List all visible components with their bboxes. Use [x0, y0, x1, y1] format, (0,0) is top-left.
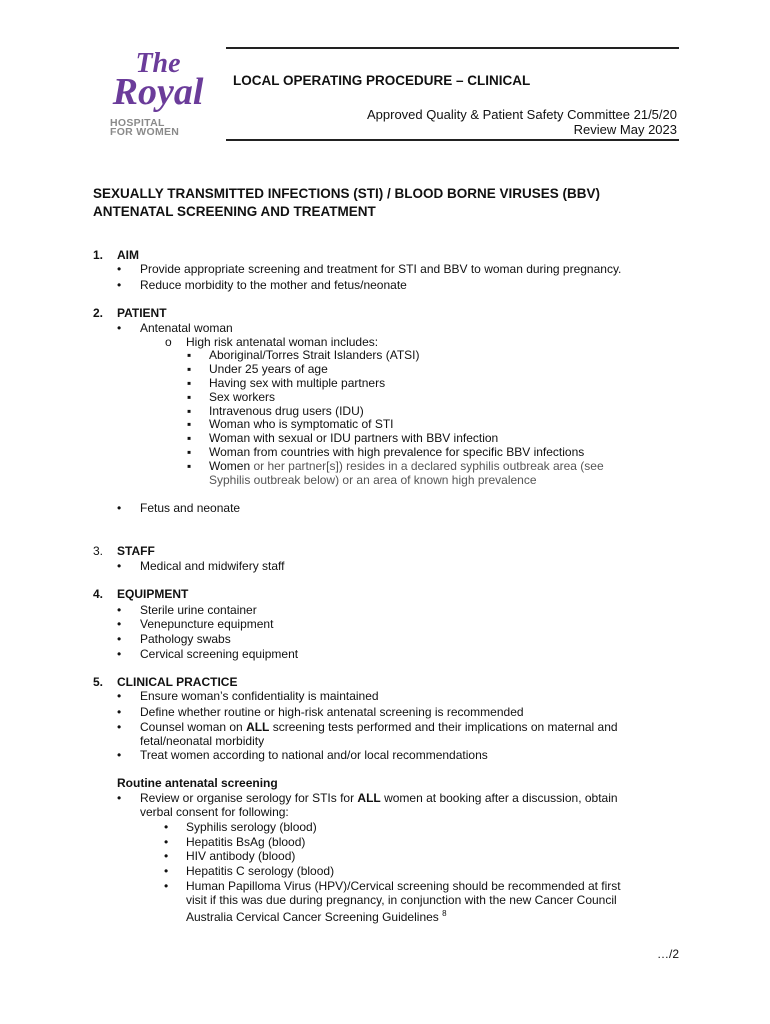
list-item-outbreak-continued: Syphilis outbreak below) or an area of known high prevalence	[209, 473, 537, 487]
list-item: Provide appropriate screening and treatment for STI and BBV to woman during pregnancy.	[140, 262, 622, 276]
bullet-icon: •	[117, 689, 122, 703]
square-bullet-icon: ▪	[187, 348, 192, 362]
square-bullet-icon: ▪	[187, 459, 192, 473]
section-heading-patient: PATIENT	[117, 306, 167, 320]
list-item	[140, 720, 618, 734]
list-item-continued	[186, 907, 447, 924]
list-item: Intravenous drug users (IDU)	[209, 404, 364, 418]
page-continuation: …/2	[656, 947, 679, 961]
section-number: 2.	[93, 306, 104, 320]
square-bullet-icon: ▪	[187, 445, 192, 459]
list-item: Hepatitis C serology (blood)	[186, 864, 335, 878]
list-item: Venepuncture equipment	[140, 617, 274, 631]
outbreak-text-a: Women	[209, 459, 251, 473]
square-bullet-icon: ▪	[187, 376, 192, 390]
section-heading-aim: AIM	[117, 248, 139, 262]
bullet-icon: •	[117, 720, 122, 734]
list-item: Syphilis serology (blood)	[186, 820, 317, 834]
list-item: High risk antenatal woman includes:	[186, 335, 379, 349]
list-item: HIV antibody (blood)	[186, 849, 296, 863]
bullet-icon: •	[164, 849, 169, 863]
routine-intro-all: ALL	[357, 791, 381, 805]
header-approved: Approved Quality & Patient Safety Committee 21/5/20	[366, 107, 677, 122]
list-item: Define whether routine or high-risk antenatal screening is recommended	[140, 705, 524, 719]
logo-royal: Royal	[112, 71, 204, 113]
bullet-icon: •	[117, 647, 122, 661]
bullet-icon: •	[117, 603, 122, 617]
bullet-icon: •	[117, 632, 122, 646]
list-item: Woman from countries with high prevalence for specific BBV infections	[209, 445, 585, 459]
header-top-rule	[226, 47, 679, 49]
subheading-routine-screening: Routine antenatal screening	[117, 776, 278, 790]
list-item-outbreak	[209, 459, 604, 473]
section-number: 3.	[93, 544, 104, 558]
bullet-icon: •	[117, 501, 122, 515]
bullet-icon: •	[117, 705, 122, 719]
routine-intro-c: women at booking after a discussion, obtain	[380, 791, 618, 805]
counsel-text-a: Counsel woman on	[140, 720, 247, 734]
list-item: Having sex with multiple partners	[209, 376, 386, 390]
list-item	[140, 791, 618, 805]
list-item: Hepatitis BsAg (blood)	[186, 835, 306, 849]
list-item: Pathology swabs	[140, 632, 231, 646]
list-item: Ensure woman’s confidentiality is maintained	[140, 689, 379, 703]
section-number: 5.	[93, 675, 104, 689]
section-number: 1.	[93, 248, 104, 262]
list-item: Woman with sexual or IDU partners with BBV infection	[209, 431, 499, 445]
list-item: Under 25 years of age	[209, 362, 328, 376]
section-heading-staff: STAFF	[117, 544, 155, 558]
square-bullet-icon: ▪	[187, 390, 192, 404]
square-bullet-icon: ▪	[187, 417, 192, 431]
doc-title-line1: SEXUALLY TRANSMITTED INFECTIONS (STI) / BLOOD BORNE VIRUSES (BBV)	[93, 186, 601, 201]
counsel-text-c: screening tests performed and their implications on maternal and	[269, 720, 618, 734]
header-review: Review May 2023	[573, 122, 677, 137]
header-title: LOCAL OPERATING PROCEDURE – CLINICAL	[233, 73, 531, 88]
reference-superscript: 8	[442, 909, 447, 918]
bullet-icon: •	[164, 835, 169, 849]
logo-hospital: HOSPITAL	[110, 117, 165, 129]
bullet-icon: •	[117, 559, 122, 573]
bullet-icon: •	[117, 262, 122, 276]
bullet-icon: •	[117, 748, 122, 762]
square-bullet-icon: ▪	[187, 362, 192, 376]
logo-the: The	[135, 48, 181, 79]
section-heading-clinical-practice: CLINICAL PRACTICE	[117, 675, 238, 689]
bullet-icon: •	[117, 278, 122, 292]
routine-intro-a: Review or organise serology for STIs for	[140, 791, 358, 805]
list-item: Sterile urine container	[140, 603, 257, 617]
circle-bullet-icon: o	[165, 335, 172, 349]
counsel-text-all: ALL	[246, 720, 270, 734]
bullet-icon: •	[164, 879, 169, 893]
hpv-text: Australia Cervical Cancer Screening Guidelines	[186, 910, 443, 924]
bullet-icon: •	[117, 791, 122, 805]
bullet-icon: •	[164, 820, 169, 834]
list-item: Woman who is symptomatic of STI	[209, 417, 394, 431]
bullet-icon: •	[164, 864, 169, 878]
list-item: Reduce morbidity to the mother and fetus/neonate	[140, 278, 407, 292]
list-item: Sex workers	[209, 390, 276, 404]
outbreak-text-b: or her partner[s]) resides in a declared syphilis outbreak area (see	[250, 459, 604, 473]
list-item: Aboriginal/Torres Strait Islanders (ATSI)	[209, 348, 420, 362]
square-bullet-icon: ▪	[187, 431, 192, 445]
list-item: Treat women according to national and/or local recommendations	[140, 748, 488, 762]
list-item: Fetus and neonate	[140, 501, 241, 515]
bullet-icon: •	[117, 321, 122, 335]
square-bullet-icon: ▪	[187, 404, 192, 418]
list-item-continued: visit if this was due during pregnancy, in conjunction with the new Cancer Council	[186, 893, 617, 907]
section-heading-equipment: EQUIPMENT	[117, 587, 189, 601]
list-item: Cervical screening equipment	[140, 647, 299, 661]
list-item-continued: verbal consent for following:	[140, 805, 289, 819]
doc-title-line2: ANTENATAL SCREENING AND TREATMENT	[93, 204, 376, 219]
list-item-continued: fetal/neonatal morbidity	[140, 734, 265, 748]
list-item: Antenatal woman	[140, 321, 233, 335]
header-bottom-rule	[226, 139, 679, 141]
section-number: 4.	[93, 587, 104, 601]
list-item: Medical and midwifery staff	[140, 559, 285, 573]
bullet-icon: •	[117, 617, 122, 631]
logo-for-women: FOR WOMEN	[110, 126, 180, 138]
list-item: Human Papilloma Virus (HPV)/Cervical screening should be recommended at first	[186, 879, 621, 893]
